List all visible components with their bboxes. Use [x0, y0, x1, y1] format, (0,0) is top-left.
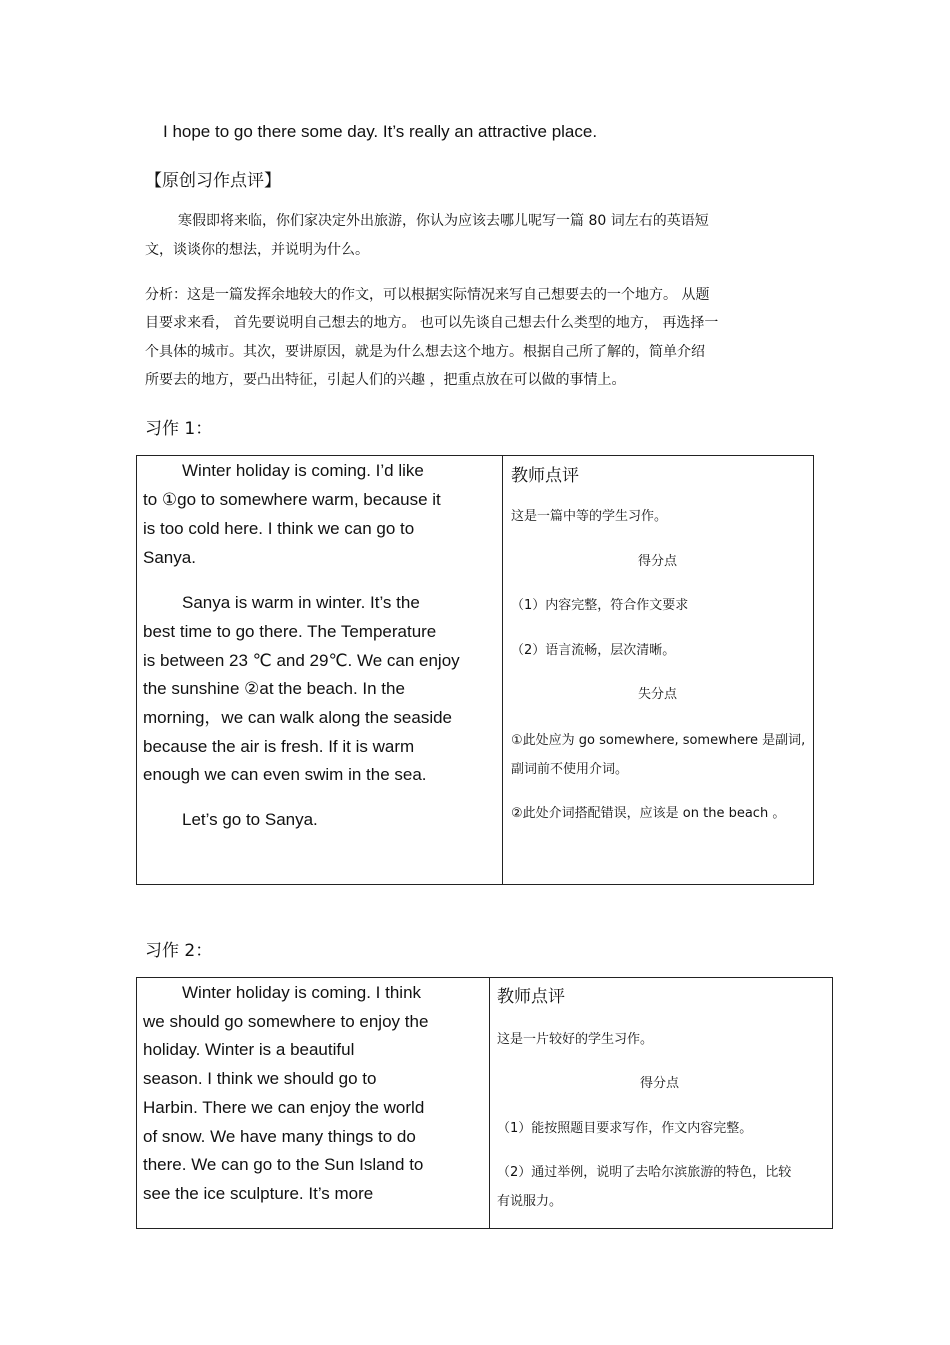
prompt-line-1: 寒假即将来临，你们家决定外出旅游，你认为应该去哪儿呢写一篇 80 词左右的英语短 — [178, 213, 709, 229]
score-title: 得分点 — [640, 1076, 680, 1091]
section-heading: 【原创习作点评】 — [145, 171, 281, 191]
deduct-item: ②此处介词搭配错误，应该是 on the beach 。 — [511, 806, 786, 821]
essay1-line: Let’s go to Sanya. — [182, 810, 318, 829]
essay1-line: Sanya. — [143, 548, 196, 567]
essay2-line: we should go somewhere to enjoy the — [143, 1012, 429, 1031]
score-item: 有说服力。 — [497, 1194, 563, 1209]
essay1-line: the sunshine ②at the beach. In the — [143, 679, 405, 698]
score-item: （2）通过举例，说明了去哈尔滨旅游的特色，比较 — [497, 1165, 792, 1180]
deduct-item: 副词前不使用介词。 — [511, 762, 629, 777]
analysis-line-2: 目要求来看， 首先要说明自己想去的地方。 也可以先谈自己想去什么类型的地方， 再选择一 — [145, 315, 719, 331]
essay2-line: of snow. We have many things to do — [143, 1127, 416, 1146]
essay1-line: enough we can even swim in the sea. — [143, 765, 427, 784]
prompt-line-2: 文，谈谈你的想法，并说明为什么。 — [145, 242, 369, 258]
review-summary: 这是一篇中等的学生习作。 — [511, 509, 668, 524]
deduct-item: ①此处应为 go somewhere, somewhere 是副词, — [511, 733, 806, 748]
review-title: 教师点评 — [497, 987, 565, 1007]
essay1-line: is between 23 ℃ and 29℃. We can enjoy — [143, 651, 460, 670]
deduct-title: 失分点 — [638, 687, 678, 702]
essay2-line: there. We can go to the Sun Island to — [143, 1155, 424, 1174]
essay1-label: 习作 1： — [145, 419, 213, 439]
essay1-line: Winter holiday is coming. I’d like — [182, 461, 424, 480]
essay1-line: because the air is fresh. If it is warm — [143, 737, 415, 756]
score-title: 得分点 — [638, 554, 678, 569]
essay1-line: morning，we can walk along the seaside — [143, 708, 453, 727]
essay1-line: is too cold here. I think we can go to — [143, 519, 415, 538]
analysis-line-1: 分析：这是一篇发挥余地较大的作文，可以根据实际情况来写自己想要去的一个地方。 从题 — [145, 287, 710, 303]
essay2-line: season. I think we should go to — [143, 1069, 377, 1088]
intro-line: I hope to go there some day. It’s really an attractive place. — [163, 122, 598, 141]
score-item: （1）内容完整，符合作文要求 — [511, 598, 689, 613]
score-item: （1）能按照题目要求写作，作文内容完整。 — [497, 1121, 753, 1136]
essay2-line: Winter holiday is coming. I think — [182, 983, 422, 1002]
essay1-divider — [502, 456, 503, 884]
review-summary: 这是一片较好的学生习作。 — [497, 1032, 654, 1047]
essay2-label: 习作 2： — [145, 941, 213, 961]
analysis-line-3: 个具体的城市。其次，要讲原因，就是为什么想去这个地方。根据自己所了解的，简单介绍 — [145, 344, 705, 360]
essay1-line: Sanya is warm in winter. It’s the — [182, 593, 420, 612]
score-item: （2）语言流畅，层次清晰。 — [511, 643, 676, 658]
analysis-line-4: 所要去的地方，要凸出特征，引起人们的兴趣 ，把重点放在可以做的事情上。 — [145, 372, 626, 388]
essay2-line: Harbin. There we can enjoy the world — [143, 1098, 425, 1117]
essay1-line: to ①go to somewhere warm, because it — [143, 490, 441, 509]
essay2-line: holiday. Winter is a beautiful — [143, 1040, 355, 1059]
essay1-line: best time to go there. The Temperature — [143, 622, 437, 641]
review-title: 教师点评 — [511, 466, 579, 486]
essay2-divider — [489, 978, 490, 1228]
essay2-line: see the ice sculpture. It’s more — [143, 1184, 374, 1203]
